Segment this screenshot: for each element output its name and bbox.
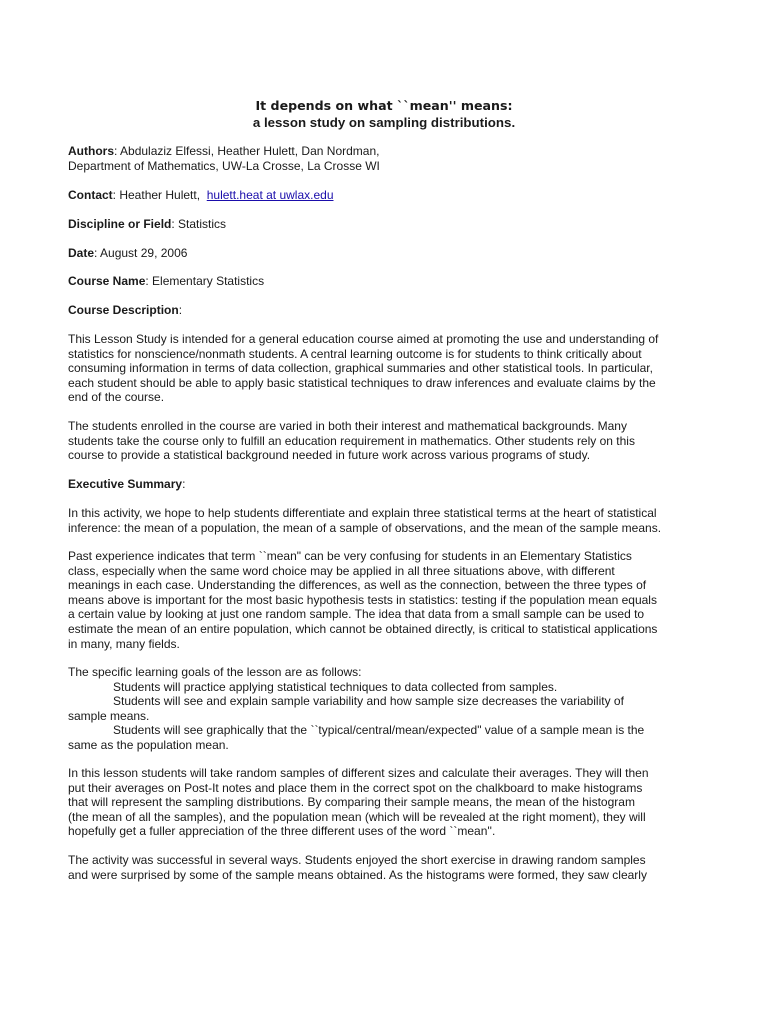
text-line: students take the course only to fulfill an education requirement in mathematics. Other students rely on this bbox=[68, 433, 635, 448]
text-line: The activity was successful in several ways. Students enjoyed the short exercise in drawing random samples bbox=[68, 853, 646, 867]
text-line: class, especially when the same word choice may be applied in all three situations above, with different bbox=[68, 563, 615, 578]
title-line-1: It depends on what ``mean'' means: bbox=[255, 98, 513, 113]
authors-names: Abdulaziz Elfessi, Heather Hulett, Dan Nordman, bbox=[120, 144, 380, 158]
text-line: in many, many fields. bbox=[68, 636, 180, 651]
date-value: August 29, 2006 bbox=[100, 246, 188, 260]
discipline-line: Discipline or Field: Statistics bbox=[68, 217, 227, 231]
executive-summary-paragraph-2 bbox=[68, 549, 693, 651]
title-line-2: a lesson study on sampling distributions. bbox=[252, 115, 516, 130]
text-line: meanings in each case. Understanding the differences, as well as the connection, between the three types of bbox=[68, 578, 647, 593]
course-name-label: Course Name bbox=[68, 274, 146, 288]
authors-label: Authors bbox=[68, 144, 114, 158]
course-description-label: Course Description bbox=[68, 303, 179, 317]
text-line: means above is important for the most basic hypothesis tests in statistics: testing if the population mean equals bbox=[68, 592, 657, 607]
contact-email-link[interactable]: hulett.heat at uwlax.edu bbox=[206, 188, 334, 202]
text-line: and were surprised by some of the sample means obtained. As the histograms were formed, they saw clearly bbox=[68, 867, 647, 882]
executive-summary-paragraph-1 bbox=[68, 506, 693, 535]
text-line: consuming information in terms of data collection, graphical summaries and other statistical tools. In particular, bbox=[68, 361, 653, 376]
text-line: Past experience indicates that term ``mean" can be very confusing for students in an Elementary Statistics bbox=[68, 549, 632, 563]
learning-goals bbox=[68, 665, 693, 753]
text-line: (the mean of all the samples), and the population mean (which will be revealed at the right moment), they will bbox=[68, 809, 646, 824]
document-title bbox=[0, 97, 768, 131]
date-line: Date: August 29, 2006 bbox=[68, 246, 188, 260]
text-line: estimate the mean of an entire population, which cannot be obtained directly, is critical to statistical applications bbox=[68, 621, 658, 636]
executive-summary-paragraph-5 bbox=[68, 853, 693, 882]
text-line: hopefully get a fuller appreciation of the three different uses of the word ``mean''. bbox=[68, 824, 496, 839]
text-line: course to provide a statistical background needed in future work across various programs of study. bbox=[68, 448, 591, 463]
discipline-label: Discipline or Field bbox=[68, 217, 172, 231]
text-line: a certain value by looking at just one random sample. The idea that data from a small sample can be used to bbox=[68, 607, 645, 622]
text-line: The students enrolled in the course are varied in both their interest and mathematical backgrounds. Many bbox=[68, 419, 627, 433]
goal-3: Students will see graphically that the ``typical/central/mean/expected" value of a sample mean is the bbox=[113, 723, 645, 738]
goal-1: Students will practice applying statistical techniques to data collected from samples. bbox=[113, 679, 558, 694]
course-name-value: Elementary Statistics bbox=[152, 274, 265, 288]
text-line: This Lesson Study is intended for a general education course aimed at promoting the use and understanding of bbox=[68, 332, 659, 346]
course-description-heading: Course Description: bbox=[68, 303, 183, 317]
contact-line: Contact: Heather Hulett, hulett.heat at uwlax.edu bbox=[68, 188, 334, 202]
course-description-paragraph-2 bbox=[68, 419, 693, 463]
text-line: In this activity, we hope to help students differentiate and explain three statistical terms at the heart of statistical bbox=[68, 506, 657, 520]
text-line: inference: the mean of a population, the mean of a sample of observations, and the mean of the sample means. bbox=[68, 520, 662, 535]
executive-summary-paragraph-4 bbox=[68, 766, 693, 839]
text-line: end of the course. bbox=[68, 390, 165, 405]
date-label: Date bbox=[68, 246, 95, 260]
text-line: In this lesson students will take random samples of different sizes and calculate their averages. They will then bbox=[68, 766, 649, 780]
authors-affiliation: Department of Mathematics, UW-La Crosse, La Crosse WI bbox=[68, 158, 380, 173]
executive-summary-label: Executive Summary bbox=[68, 477, 183, 491]
course-description-paragraph-1 bbox=[68, 332, 693, 405]
goal-3-continued: same as the population mean. bbox=[68, 737, 229, 752]
goals-intro: The specific learning goals of the lesson are as follows: bbox=[68, 665, 362, 679]
goal-2-continued: sample means. bbox=[68, 708, 150, 723]
contact-label: Contact bbox=[68, 188, 113, 202]
text-line: each student should be able to apply basic statistical techniques to draw inferences and evaluate claims by the bbox=[68, 375, 656, 390]
discipline-value: Statistics bbox=[178, 217, 227, 231]
authors-block: Authors: Abdulaziz Elfessi, Heather Hulett, Dan Nordman, Department of Mathematics, UW-La Crosse, La Crosse WI bbox=[68, 144, 693, 173]
text-line: that will represent the sampling distributions. By comparing their sample means, the mean of the histogram bbox=[68, 795, 635, 810]
executive-summary-heading: Executive Summary: bbox=[68, 477, 186, 491]
course-name-line: Course Name: Elementary Statistics bbox=[68, 274, 265, 288]
goal-2: Students will see and explain sample variability and how sample size decreases the variability of bbox=[113, 694, 624, 709]
text-line: statistics for nonscience/nonmath students. A central learning outcome is for students to think critically about bbox=[68, 346, 642, 361]
contact-name: Heather Hulett, bbox=[119, 188, 201, 202]
text-line: put their averages on Post-It notes and place them in the correct spot on the chalkboard to make histograms bbox=[68, 780, 643, 795]
